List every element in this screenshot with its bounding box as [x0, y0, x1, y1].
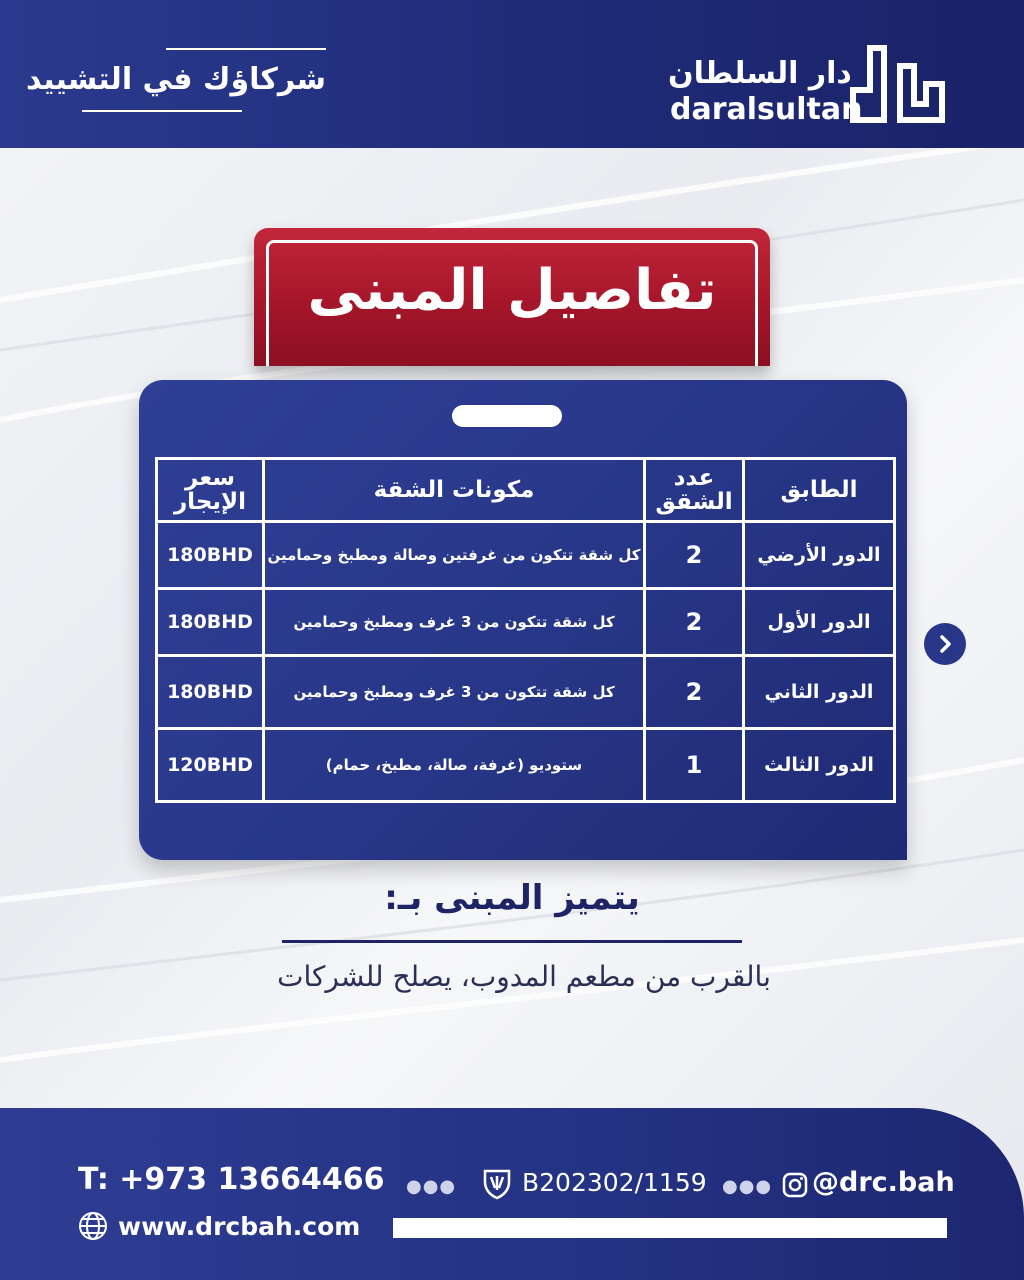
tagline-rule-bottom	[82, 110, 242, 112]
cell-components: كل شقة تتكون من 3 غرف ومطبخ وحمامين	[264, 656, 645, 729]
cell-count: 1	[645, 729, 744, 802]
cell-count: 2	[645, 522, 744, 589]
cell-price: 120BHD	[157, 729, 264, 802]
cell-components: كل شقة تتكون من 3 غرف ومطبخ وحمامين	[264, 589, 645, 656]
registration-number: B202302/1159	[522, 1168, 707, 1197]
page-title: تفاصيل المبنى	[307, 258, 717, 323]
table-row	[157, 729, 895, 802]
cell-components: كل شقة تتكون من غرفتين وصالة ومطبخ وحمامين	[264, 522, 645, 589]
cell-floor: الدور الأول	[744, 589, 895, 656]
cell-components: ستوديو (غرفة، صالة، مطبخ، حمام)	[264, 729, 645, 802]
header-floor: الطابق	[744, 459, 895, 522]
header-price: سعر الإيجار	[157, 459, 264, 522]
separator-dots: ●●●	[406, 1176, 457, 1197]
title-banner	[254, 228, 770, 366]
features-title: يتميز المبنى بـ:	[384, 878, 640, 918]
brand-logo-icon	[850, 40, 946, 124]
table-header-row	[157, 459, 895, 522]
cell-price: 180BHD	[157, 522, 264, 589]
cell-floor: الدور الثاني	[744, 656, 895, 729]
globe-icon	[78, 1211, 108, 1241]
brand-name-english: daralsultan	[670, 92, 863, 127]
header-components: مكونات الشقة	[264, 459, 645, 522]
phone-number[interactable]: T: +973 13664466	[78, 1162, 385, 1197]
tagline-block	[25, 48, 328, 118]
brand-name-arabic: دار السلطان	[668, 56, 852, 91]
cell-floor: الدور الأرضي	[744, 522, 895, 589]
separator-dots: ●●●	[722, 1176, 773, 1197]
website-link[interactable]: www.drcbah.com	[118, 1212, 361, 1241]
table-row	[157, 522, 895, 589]
footer-white-bar	[393, 1218, 947, 1238]
cell-price: 180BHD	[157, 589, 264, 656]
building-details-table	[155, 457, 896, 803]
header-count: عدد الشقق	[645, 459, 744, 522]
card-slot	[452, 405, 562, 427]
cell-price: 180BHD	[157, 656, 264, 729]
cell-floor: الدور الثالث	[744, 729, 895, 802]
features-divider	[282, 940, 742, 943]
instagram-handle[interactable]: @drc.bah	[812, 1167, 955, 1198]
tagline: شركاؤك في التشييد	[25, 62, 326, 97]
tagline-rule-top	[166, 48, 326, 50]
next-button[interactable]	[924, 623, 966, 665]
instagram-icon	[782, 1172, 808, 1198]
table-row	[157, 656, 895, 729]
chevron-right-icon	[935, 634, 955, 654]
cell-count: 2	[645, 656, 744, 729]
cell-count: 2	[645, 589, 744, 656]
table-row	[157, 589, 895, 656]
features-text: بالقرب من مطعم المدوب، يصلح للشركات	[277, 960, 771, 993]
badge-icon	[482, 1168, 512, 1200]
